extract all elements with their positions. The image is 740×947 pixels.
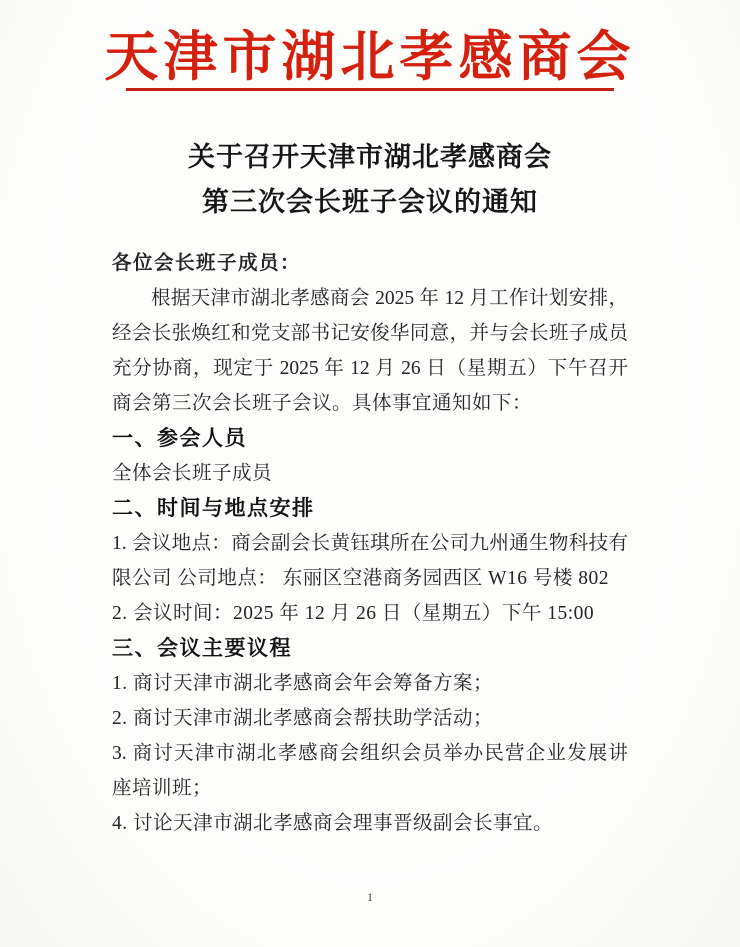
section-line: 3. 商讨天津市湖北孝感商会组织会员举办民营企业发展讲 xyxy=(112,743,628,764)
section-line: 1. 商讨天津市湖北孝感商会年会筹备方案； xyxy=(112,673,494,694)
letterhead-org-name: 天津市湖北孝感商会 xyxy=(104,27,636,87)
section-line: 全体会长班子成员 xyxy=(112,463,273,484)
intro-line: 充分协商，现定于 2025 年 12 月 26 日（星期五）下午召开 xyxy=(112,358,628,379)
intro-line: 商会第三次会长班子会议。具体事宜通知如下： xyxy=(112,393,533,414)
section-heading-time-place: 二、时间与地点安排 xyxy=(112,497,315,520)
section-line: 2. 会议时间：2025 年 12 月 26 日（星期五）下午 15:00 xyxy=(112,603,595,624)
section-line: 2. 商讨天津市湖北孝感商会帮扶助学活动； xyxy=(112,708,494,729)
section-line: 4. 讨论天津市湖北孝感商会理事晋级副会长事宜。 xyxy=(112,813,554,834)
section-heading-attendees: 一、参会人员 xyxy=(112,427,247,450)
section-line: 限公司 公司地点： 东丽区空港商务园西区 W16 号楼 802 xyxy=(112,568,610,589)
document-title-line-1: 关于召开天津市湖北孝感商会 xyxy=(188,142,552,172)
section-line: 座培训班； xyxy=(112,778,213,799)
letterhead-rule xyxy=(126,88,614,91)
section-line: 1. 会议地点：商会副会长黄钰琪所在公司九州通生物科技有 xyxy=(112,533,628,554)
document-title-line-2: 第三次会长班子会议的通知 xyxy=(202,187,538,217)
intro-line: 根据天津市湖北孝感商会 2025 年 12 月工作计划安排， xyxy=(151,288,628,309)
document-title xyxy=(0,135,740,225)
section-heading-agenda: 三、会议主要议程 xyxy=(112,637,292,660)
document-body xyxy=(112,246,628,841)
intro-line: 经会长张焕红和党支部书记安俊华同意，并与会长班子成员 xyxy=(112,323,628,344)
page-number: 1 xyxy=(367,890,373,904)
salutation-line: 各位会长班子成员： xyxy=(112,253,302,274)
